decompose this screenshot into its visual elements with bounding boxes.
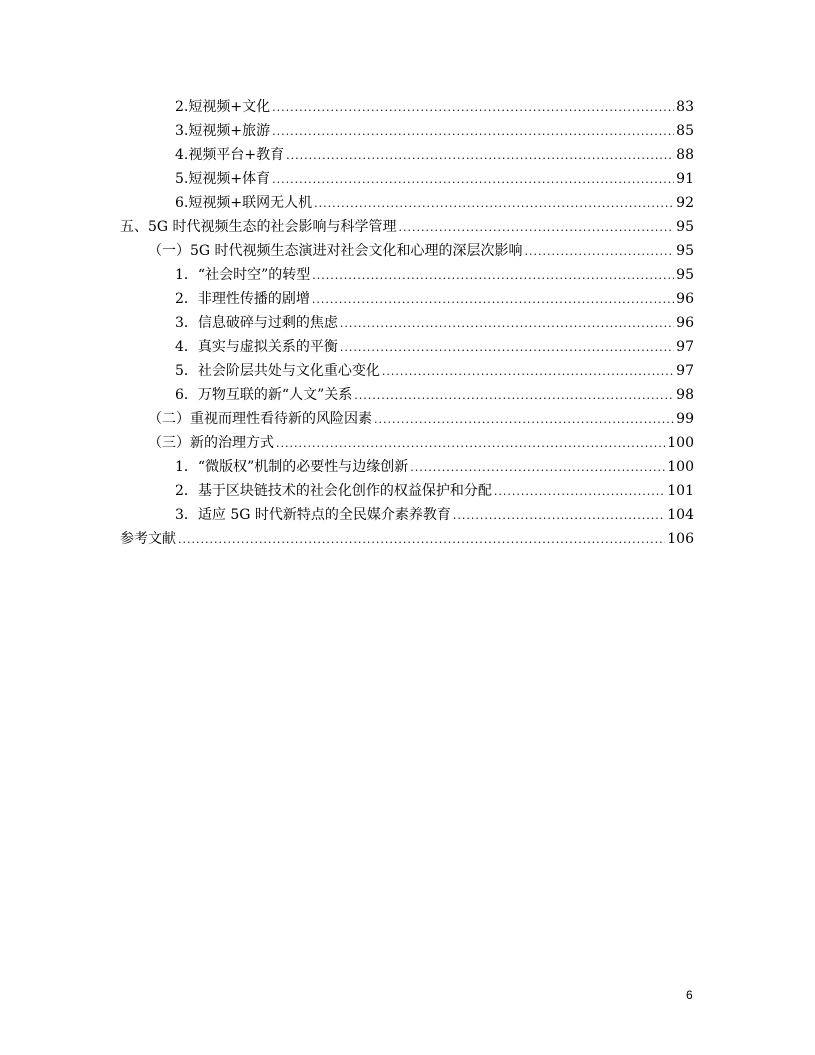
toc-entry-title: 4.视频平台+教育: [175, 147, 285, 163]
toc-entry-page: 98: [676, 387, 694, 403]
toc-leader-dots: [382, 360, 674, 384]
toc-entry-page: 91: [676, 171, 694, 187]
page-number: 6: [686, 988, 693, 1002]
toc-entry-title: 6.短视频+联网无人机: [175, 195, 313, 211]
toc-section-entry[interactable]: [148, 407, 694, 431]
toc-entry[interactable]: [175, 311, 694, 335]
toc-entry[interactable]: [175, 287, 694, 311]
toc-entry-page: 100: [667, 459, 694, 475]
toc-entry-title: 五、5G 时代视频生态的社会影响与科学管理: [120, 219, 397, 235]
toc-leader-dots: [312, 288, 674, 312]
toc-section-entry[interactable]: [148, 239, 694, 263]
toc-leader-dots: [286, 144, 674, 168]
toc-references-entry[interactable]: [120, 527, 694, 551]
toc-chapter-entry[interactable]: [120, 215, 694, 239]
toc-entry[interactable]: [175, 359, 694, 383]
toc-leader-dots: [354, 384, 674, 408]
toc-entry[interactable]: [175, 119, 694, 143]
toc-entry-title: 参考文献: [120, 531, 176, 547]
toc-leader-dots: [399, 216, 675, 240]
toc-entry[interactable]: [175, 335, 694, 359]
toc-leader-dots: [272, 120, 674, 144]
toc-entry-title: 2．基于区块链技术的社会化创作的权益保护和分配: [175, 483, 492, 499]
toc-leader-dots: [453, 504, 665, 528]
toc-leader-dots: [340, 312, 674, 336]
toc-entry-title: （三）新的治理方式: [148, 435, 274, 451]
toc-entry-page: 95: [676, 243, 694, 259]
toc-entry-title: 5.短视频+体育: [175, 171, 271, 187]
toc-entry-page: 101: [667, 483, 694, 499]
toc-leader-dots: [272, 168, 674, 192]
toc-entry-title: 3．信息破碎与过剩的焦虑: [175, 315, 338, 331]
toc-leader-dots: [525, 240, 675, 264]
toc-leader-dots: [410, 456, 665, 480]
toc-entry[interactable]: [175, 455, 694, 479]
toc-leader-dots: [178, 528, 665, 552]
toc-entry-page: 85: [676, 123, 694, 139]
toc-entry-title: （一）5G 时代视频生态演进对社会文化和心理的深层次影响: [148, 243, 523, 259]
toc-entry-page: 96: [676, 315, 694, 331]
toc-entry-page: 95: [676, 267, 694, 283]
toc-entry-title: 1．“微版权”机制的必要性与边缘创新: [175, 459, 409, 475]
toc-entry-page: 83: [676, 99, 694, 115]
toc-leader-dots: [340, 336, 674, 360]
toc-entry-title: 3.短视频+旅游: [175, 123, 271, 139]
toc-entry-page: 92: [676, 195, 694, 211]
toc-entry-page: 100: [667, 435, 694, 451]
toc-entry[interactable]: [175, 503, 694, 527]
toc-entry-page: 88: [676, 147, 694, 163]
toc-entry-page: 99: [676, 411, 694, 427]
toc-section-entry[interactable]: [148, 431, 694, 455]
toc-entry[interactable]: [175, 143, 694, 167]
toc-entry[interactable]: [175, 479, 694, 503]
toc-entry[interactable]: [175, 167, 694, 191]
toc-entry[interactable]: [175, 191, 694, 215]
toc-leader-dots: [276, 432, 665, 456]
toc-entry-page: 97: [676, 339, 694, 355]
toc-entry[interactable]: [175, 263, 694, 287]
toc-entry-title: （二）重视而理性看待新的风险因素: [148, 411, 372, 427]
toc-entry-page: 97: [676, 363, 694, 379]
toc-entry[interactable]: [175, 95, 694, 119]
toc-entry-title: 4．真实与虚拟关系的平衡: [175, 339, 338, 355]
toc-entry-title: 6．万物互联的新“人文”关系: [175, 387, 353, 403]
toc-leader-dots: [314, 192, 674, 216]
toc-entry-title: 3．适应 5G 时代新特点的全民媒介素养教育: [175, 507, 451, 523]
toc-entry-page: 95: [676, 219, 694, 235]
toc-entry-title: 1．“社会时空”的转型: [175, 267, 311, 283]
toc-entry[interactable]: [175, 383, 694, 407]
toc-entry-title: 2.短视频+文化: [175, 99, 271, 115]
toc-entry-title: 5．社会阶层共处与文化重心变化: [175, 363, 380, 379]
toc-entry-title: 2．非理性传播的剧增: [175, 291, 310, 307]
toc-entry-page: 104: [667, 507, 694, 523]
toc-leader-dots: [494, 480, 665, 504]
toc-leader-dots: [312, 264, 674, 288]
toc-entry-page: 96: [676, 291, 694, 307]
toc-entry-page: 106: [667, 531, 694, 547]
toc-leader-dots: [374, 408, 674, 432]
toc-leader-dots: [272, 96, 674, 120]
